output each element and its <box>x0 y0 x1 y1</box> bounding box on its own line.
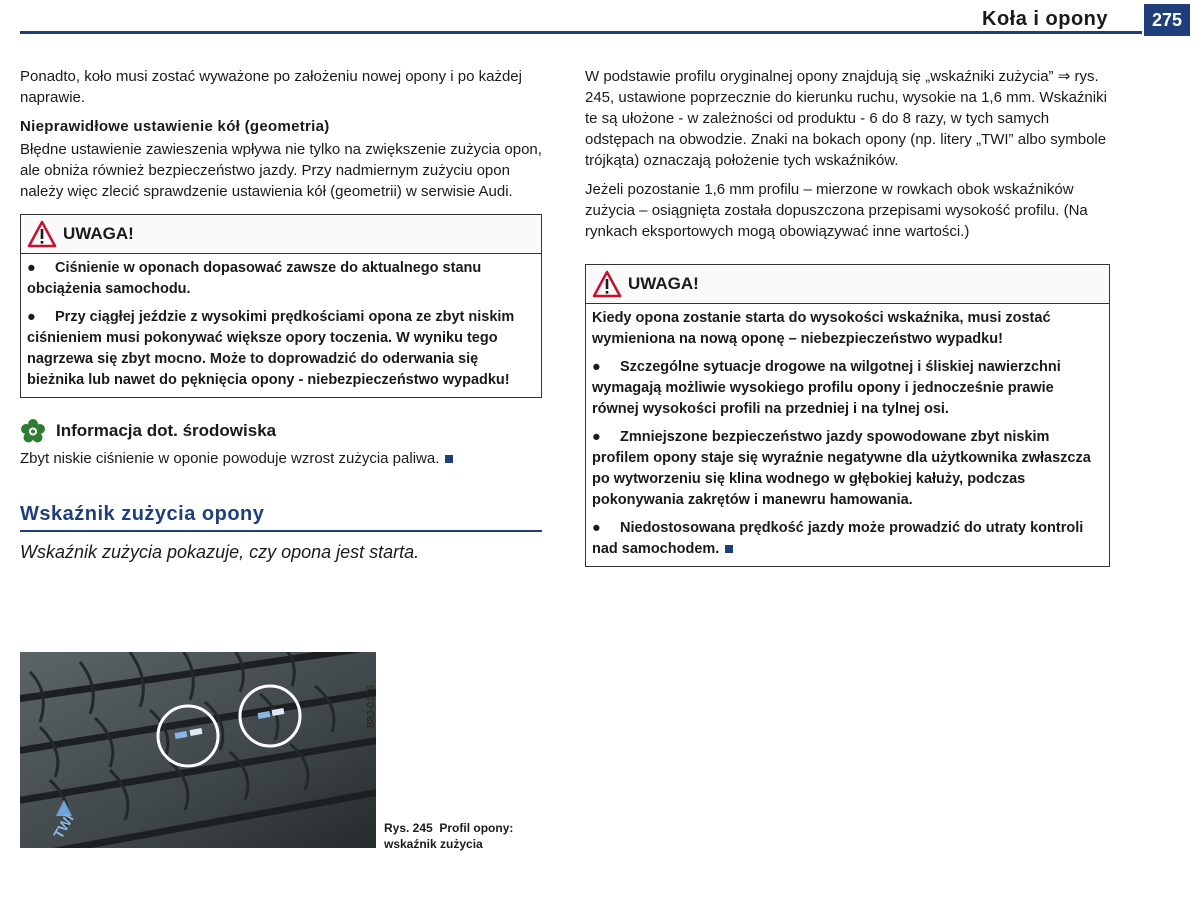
warning-title: UWAGA! <box>628 274 699 293</box>
right-column <box>585 66 1110 567</box>
warning-box-left <box>20 214 542 398</box>
warning-item: ● Szczególne sytuacje drogowe na wilgotnej i śliskiej nawierzchni wymagają możliwie wysokiego profilu opony i jednocześnie prawie równej wysokości profili na przedniej i na tylnej osi. <box>592 359 1061 417</box>
paragraph-indicators: W podstawie profilu oryginalnej opony znajdują się „wskaźniki zużycia” ⇒ rys. 245, ustawione poprzecznie do kierunku ruchu, wysokie na 1,6 mm. Wskaźniki te są ułożone - w zależności od produktu - 6 do 8 razy, w tych samych odstępach na obwodzie. Znaki na bokach opony (np. litery „TWI” albo symbole trójkąta) oznaczają położenie tych wskaźników. <box>585 68 1107 169</box>
bullet-icon: ● <box>592 359 601 375</box>
bullet-icon: ● <box>592 429 601 445</box>
warning-title: UWAGA! <box>63 224 134 243</box>
bullet-icon: ● <box>27 309 36 325</box>
left-column <box>20 66 542 563</box>
tire-tread-image <box>20 652 376 848</box>
warning-body <box>586 304 1109 566</box>
twi-label: TWI <box>49 811 77 842</box>
section-heading: Wskaźnik zużycia opony <box>20 503 542 532</box>
bullet-icon: ● <box>592 520 601 536</box>
end-square-icon <box>445 455 453 463</box>
header-rule <box>20 31 1142 34</box>
paragraph-min-depth: Jeżeli pozostanie 1,6 mm profilu – mierzone w rowkach obok wskaźników zużycia – osiągnięta została dopuszczona przepisami wysokość profilu. (Na rynkach eksportowych mogą obowiązywać inne wartości.) <box>585 181 1088 240</box>
figure-code: B8J-0176 <box>366 685 377 728</box>
subheading-geometry: Nieprawidłowe ustawienie kół (geometria) <box>20 118 330 135</box>
environment-text: Zbyt niskie ciśnienie w oponie powoduje wzrost zużycia paliwa. <box>20 448 542 469</box>
warning-intro: Kiedy opona zostanie starta do wysokości wskaźnika, musi zostać wymieniona na nową oponę – niebezpieczeństwo wypadku! <box>592 310 1051 347</box>
warning-box-right <box>585 264 1110 567</box>
environment-title: Informacja dot. środowiska <box>56 421 277 440</box>
warning-item: ● Niedostosowana prędkość jazdy może prowadzić do utraty kontroli nad samochodem. <box>592 520 1084 557</box>
paragraph-geometry: Błędne ustawienie zawieszenia wpływa nie tylko na zwiększenie zużycia opon, ale obniża również bezpieczeństwo jazdy. Przy nadmiernym zużyciu opon należy więc zlecić sprawdzenie ustawienia kół (geometrii) w serwisie Audi. <box>20 141 542 200</box>
tire-tread-figure <box>20 652 376 848</box>
warning-body <box>21 254 541 397</box>
warning-triangle-icon <box>27 220 57 248</box>
figure-caption: Rys. 245 Profil opony: wskaźnik zużycia <box>384 821 514 851</box>
end-square-icon <box>725 545 733 553</box>
warning-triangle-icon <box>592 270 622 298</box>
warning-item: ● Ciśnienie w oponach dopasować zawsze do aktualnego stanu obciążenia samochodu. <box>27 260 482 297</box>
section-title: Koła i opony <box>982 8 1108 30</box>
warning-header <box>586 265 1109 304</box>
flower-icon <box>20 418 46 444</box>
warning-header <box>21 215 541 254</box>
paragraph-balancing: Ponadto, koło musi zostać wyważone po założeniu nowej opony i po każdej naprawie. <box>20 68 522 106</box>
warning-item: ● Zmniejszone bezpieczeństwo jazdy spowodowane zbyt niskim profilem opony staje się wyraźnie negatywne dla użytkownika zwłaszcza po wytworzeniu się klina wodnego w głębokiej kałuży, podczas pokonywania zakrętów i manewru hamowania. <box>592 429 1091 508</box>
bullet-icon: ● <box>27 260 36 276</box>
environment-header <box>20 418 542 444</box>
section-lead: Wskaźnik zużycia pokazuje, czy opona jest starta. <box>20 542 420 562</box>
page-number: 275 <box>1144 4 1190 36</box>
warning-item: ● Przy ciągłej jeździe z wysokimi prędkościami opona ze zbyt niskim ciśnieniem musi pokonywać większe opory toczenia. W wyniku tego nagrzewa się zbyt mocno. Może to doprowadzić do oderwania się bieżnika lub nawet do pęknięcia opony - niebezpieczeństwo wypadku! <box>27 309 515 388</box>
